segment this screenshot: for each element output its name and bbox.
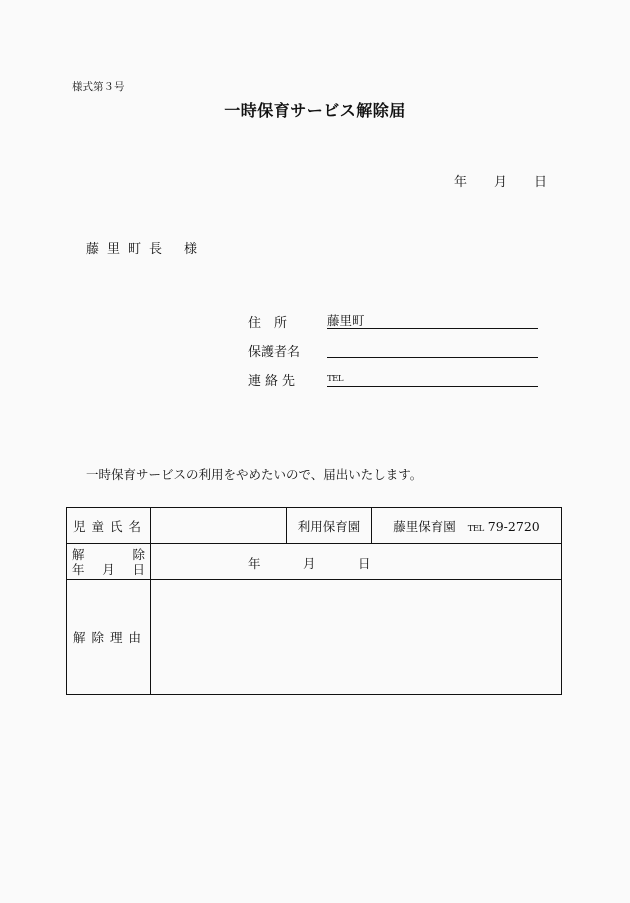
page-title: 一時保育サービス解除届 <box>224 101 406 120</box>
cancel-date-year-label: 年 <box>248 556 261 571</box>
nursery-info <box>372 508 562 544</box>
child-name-label: 児童氏名 <box>67 508 151 544</box>
address-label: 住 所 <box>248 316 288 331</box>
form-number: 様式第３号 <box>72 81 125 93</box>
nursery-name: 藤里保育園 <box>393 518 456 534</box>
child-name-row <box>67 508 562 544</box>
cancel-date-label-part: 解 <box>72 546 85 562</box>
cancellation-form-table <box>66 507 562 695</box>
cancel-date-month-label: 月 <box>303 556 316 571</box>
address-value: 藤里町 <box>327 313 365 328</box>
reason-label: 解除理由 <box>67 580 151 695</box>
nursery-tel: 79-2720 <box>487 518 540 534</box>
contact-field[interactable] <box>327 369 538 387</box>
contact-tel-prefix: TEL <box>327 374 344 384</box>
reason-row <box>67 580 562 695</box>
addressee-honorific: 様 <box>184 242 198 257</box>
cancel-date-label <box>67 544 151 580</box>
nursery-label: 利用保育園 <box>287 508 372 544</box>
cancel-date-day-label: 日 <box>358 556 371 571</box>
statement-text: 一時保育サービスの利用をやめたいので、届出いたします。 <box>86 467 423 482</box>
cancel-date-label-part: 除 <box>132 546 145 562</box>
nursery-tel-prefix: TEL <box>467 523 484 534</box>
cancel-date-label-part: 年 <box>72 561 85 577</box>
child-name-field[interactable] <box>151 508 287 544</box>
addressee-name: 藤里町長 <box>86 242 171 257</box>
guardian-name-label: 保護者名 <box>248 345 301 360</box>
cancel-date-row <box>67 544 562 580</box>
submission-year-label: 年 <box>454 175 468 190</box>
cancel-date-label-part: 日 <box>132 561 145 577</box>
address-field[interactable] <box>327 311 538 329</box>
cancel-date-field[interactable] <box>151 544 562 580</box>
cancel-date-label-part: 月 <box>102 561 115 577</box>
guardian-name-field[interactable] <box>327 340 538 358</box>
addressee <box>86 238 197 257</box>
contact-label: 連絡先 <box>248 374 300 389</box>
submission-month-label: 月 <box>494 175 508 190</box>
reason-field[interactable] <box>151 580 562 695</box>
submission-day-label: 日 <box>534 175 548 190</box>
